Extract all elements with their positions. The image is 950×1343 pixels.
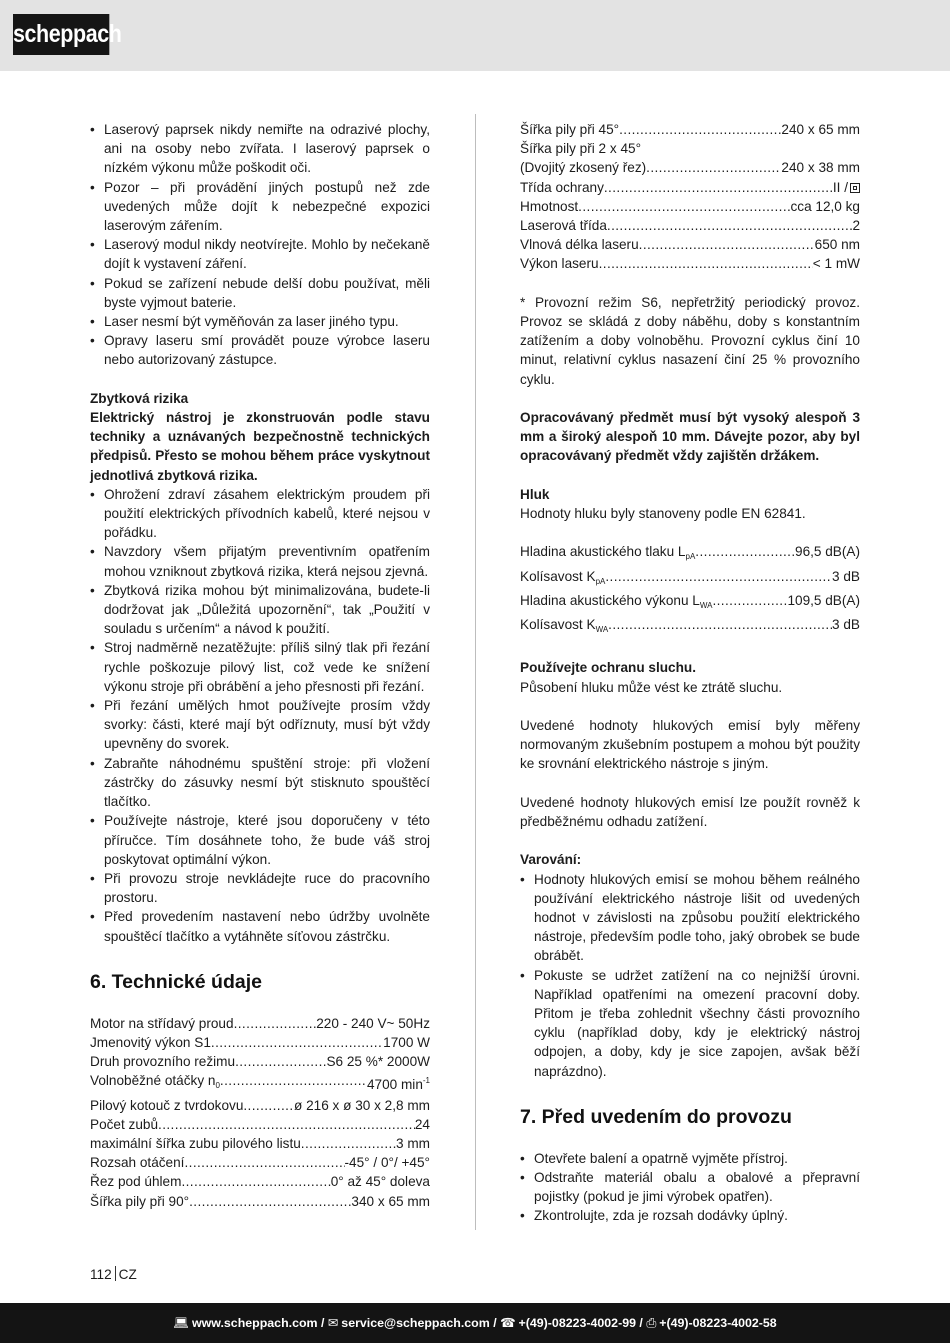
list-item: • Stroj nadměrně nezatěžujte: příliš silný tlak při řezání rychle poškozuje pilový list, což vede ke snížení výkonu stroje při obrábění a jeho přesnosti při řezání. xyxy=(90,638,430,696)
spec-row: Kolísavost $K_{pA}$ ..... 3 dB xyxy=(520,567,860,591)
list-item: • Pokuste se udržet zatížení na co nejnižší úrovni. Například opatřeními na omezení pracovní doby. Přitom je třeba zohlednit všechny části provozního cyklu (například doby, kdy je elektrický nástroj odpojen, a doby, kdy je sice zapojen, avšak běží naprázdno). xyxy=(520,966,860,1081)
list-item: • Laser nesmí být vyměňován za laser jiného typu. xyxy=(90,312,430,331)
emission-text-2: Uvedené hodnoty hlukových emisí lze použít rovněž k předběžnému odhadu zatížení. xyxy=(520,794,860,829)
section-6-title: 6. Technické údaje xyxy=(90,970,262,993)
noise-heading: Hluk xyxy=(520,486,550,502)
fax-number: +(49)-08223-4002-58 xyxy=(659,1316,777,1330)
residual-risks-intro: Elektrický nástroj je zkonstruován podle stavu techniky a uznávaných bezpečnostně technických předpisů. Přesto se mohou během práce vyskytnout jednotlivá zbytková rizika. xyxy=(90,410,430,483)
computer-icon: 💻︎ xyxy=(173,1316,190,1330)
section-7-title: 7. Před uvedením do provozu xyxy=(520,1105,792,1128)
spec-row: Počet zubů ..... 24 xyxy=(90,1115,430,1134)
fax-icon: ⎙︎ xyxy=(646,1316,657,1330)
technical-specs-continued xyxy=(520,120,860,274)
website-link[interactable]: www.scheppach.com / xyxy=(192,1316,325,1330)
spec-row: Jmenovitý výkon S1 ..... 1700 W xyxy=(90,1033,430,1052)
noise-values xyxy=(520,542,860,639)
list-item: • Odstraňte materiál obalu a obalové a přepravní pojistky (pokud je jimi výrobek opatřen). xyxy=(520,1168,860,1206)
spec-row: maximální šířka zubu pilového listu ..... 3 mm xyxy=(90,1134,430,1153)
hearing-protection-text: Působení hluku může vést ke ztrátě sluchu. xyxy=(520,679,783,695)
spec-row: Volnoběžné otáčky $n_0$ ..... 4700 $\min^{-1}$ xyxy=(90,1071,430,1095)
residual-risks-list xyxy=(90,485,430,946)
list-item: • Hodnoty hlukových emisí se mohou během reálného používání elektrického nástroje lišit od uvedených hodnot v závislosti na způsobu použití elektrického nástroje, především podle toho, jaký obrobek se bude obrábět. xyxy=(520,870,860,966)
list-item: • Navzdory všem přijatým preventivním opatřením mohou vzniknout zbytková rizika, která nejsou zjevná. xyxy=(90,542,430,580)
email-icon: ✉︎ xyxy=(327,1316,339,1330)
left-column xyxy=(90,120,430,1211)
double-insulation-icon xyxy=(850,183,860,193)
technical-specs xyxy=(90,1014,430,1211)
spec-row: Kolísavost $K_{WA}$ ..... 3 dB xyxy=(520,615,860,639)
right-column xyxy=(520,120,860,1226)
laser-safety-list xyxy=(90,120,430,370)
list-item: • Zbytková rizika mohou být minimalizována, budete-li dodržovat jak „Důležitá upozornění“, tak „Použití v souladu s určením“ a návod k použití. xyxy=(90,581,430,639)
page-footer xyxy=(0,1303,950,1343)
spec-row: Řez pod úhlem ..... 0° až 45° doleva xyxy=(90,1172,430,1191)
spec-row: Šířka pily při 2 x 45° xyxy=(520,141,642,157)
language-code: CZ xyxy=(118,1267,137,1282)
list-item: • Ohrožení zdraví zásahem elektrickým proudem při použití elektrických přívodních kabelů, které nejsou v pořádku. xyxy=(90,485,430,543)
operating-mode-footnote: * Provozní režim S6, nepřetržitý periodický provoz. Provoz se skládá z doby náběhu, doby s konstantním zatížením a doby volnoběhu. Provozní cyklus činí 10 minut, relativní cyklus nasazení činí 25 % provozního cyklu. xyxy=(520,294,860,387)
list-item: • Otevřete balení a opatrně vyjměte přístroj. xyxy=(520,1149,860,1168)
spec-row: Třída ochrany ..... II / xyxy=(520,178,860,197)
phone-icon: ☎︎ xyxy=(500,1316,516,1330)
list-item: • Pozor – při provádění jiných postupů než zde uvedených může dojít k nebezpečné expozici laserovým zářením. xyxy=(90,178,430,236)
spec-row: Šířka pily při 45° ..... 240 x 65 mm xyxy=(520,120,860,139)
spec-row: Vlnová délka laseru ..... 650 nm xyxy=(520,235,860,254)
list-item: • Při řezání umělých hmot používejte prosím vždy svorky: části, které mají být odříznuty, musí být vždy upevněny do svorek. xyxy=(90,696,430,754)
residual-risks-heading: Zbytková rizika xyxy=(90,390,189,406)
spec-row: Druh provozního režimu ..... S6 25 %* 2000W xyxy=(90,1052,430,1071)
scheppach-logo: scheppach xyxy=(13,14,109,55)
hearing-protection-heading: Používejte ochranu sluchu. xyxy=(520,660,696,676)
list-item: • Zabraňte náhodnému spuštění stroje: při vložení zástrčky do zásuvky nesmí být stisknuto spouštěcí tlačítko. xyxy=(90,754,430,812)
startup-list xyxy=(520,1149,860,1226)
list-item: • Před provedením nastavení nebo údržby uvolněte spouštěcí tlačítko a vytáhněte síťovou zástrčku. xyxy=(90,907,430,945)
email-link[interactable]: service@scheppach.com / xyxy=(341,1316,497,1330)
column-divider xyxy=(475,114,476,1230)
emission-text-1: Uvedené hodnoty hlukových emisí byly měřeny normovaným zkušebním postupem a mohou být použity ke srovnání elektrického nástroje s jiným. xyxy=(520,718,860,772)
workpiece-note: Opracovávaný předmět musí být vysoký alespoň 3 mm a široký alespoň 10 mm. Dávejte pozor, aby byl opracovávaný předmět vždy zajištěn držákem. xyxy=(520,410,860,464)
warning-list xyxy=(520,870,860,1081)
list-item: • Laserový modul nikdy neotvírejte. Mohlo by nečekaně dojít k vystavení záření. xyxy=(90,235,430,273)
list-item: • Při provozu stroje nevkládejte ruce do pracovního prostoru. xyxy=(90,869,430,907)
spec-row: Pilový kotouč z tvrdokovu ..... ø 216 x ø 30 x 2,8 mm xyxy=(90,1096,430,1115)
spec-row: Šířka pily při 90° ..... 340 x 65 mm xyxy=(90,1192,430,1211)
phone-number: +(49)-08223-4002-99 / xyxy=(518,1316,643,1330)
spec-row: Rozsah otáčení ..... -45° / 0°/ +45° xyxy=(90,1153,430,1172)
spec-row: Hladina akustického tlaku $L_{pA}$ ..... 96,5 dB(A) xyxy=(520,542,860,566)
page-header xyxy=(0,0,950,71)
warning-heading: Varování: xyxy=(520,852,582,868)
spec-row: Motor na střídavý proud ..... 220 - 240 V~ 50Hz xyxy=(90,1014,430,1033)
list-item: • Opravy laseru smí provádět pouze výrobce laseru nebo autorizovaný zástupce. xyxy=(90,331,430,369)
spec-row: Hladina akustického výkonu $L_{WA}$ ..... 109,5 dB(A) xyxy=(520,591,860,615)
noise-intro: Hodnoty hluku byly stanoveny podle EN 62841. xyxy=(520,506,806,522)
spec-row: Výkon laseru ..... < 1 mW xyxy=(520,254,860,273)
spec-row: Laserová třída ..... 2 xyxy=(520,216,860,235)
spec-row: (Dvojitý zkosený řez) ..... 240 x 38 mm xyxy=(520,158,860,177)
list-item: • Laserový paprsek nikdy nemiřte na odrazivé plochy, ani na osoby nebo zvířata. I laserový paprsek o nízkém výkonu může poškodit oči. xyxy=(90,120,430,178)
list-item: • Pokud se zařízení nebude delší dobu používat, měli byste vyjmout baterie. xyxy=(90,274,430,312)
list-item: • Zkontrolujte, zda je rozsah dodávky úplný. xyxy=(520,1206,860,1225)
page-number: 112 CZ xyxy=(90,1267,137,1282)
spec-row: Hmotnost ..... cca 12,0 kg xyxy=(520,197,860,216)
list-item: • Používejte nástroje, které jsou doporučeny v této příručce. Tím dosáhnete toho, že bude váš stroj poskytovat optimální výkon. xyxy=(90,811,430,869)
